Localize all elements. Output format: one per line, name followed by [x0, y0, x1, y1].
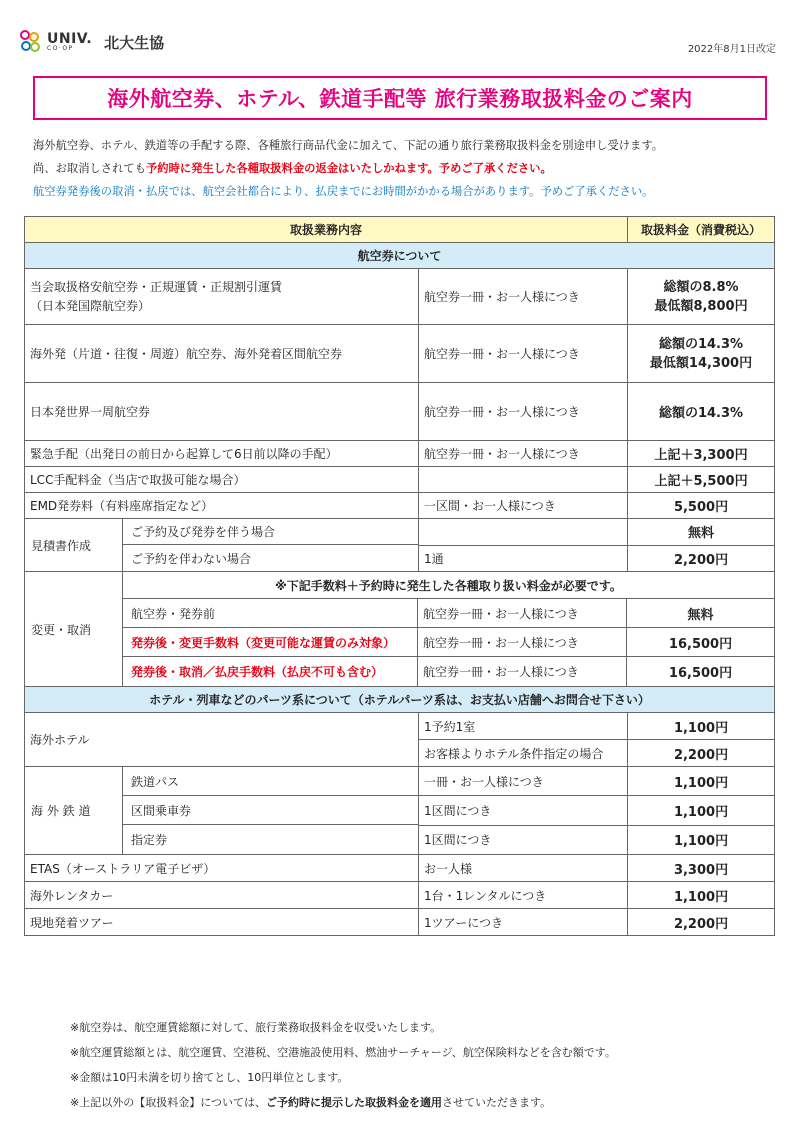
row-fee: 上記＋3,300円	[628, 441, 775, 467]
fee-table	[24, 216, 775, 936]
table-row	[25, 269, 775, 325]
section-hotel: ホテル・列車などのパーツ系について（ホテルパーツ系は、お支払い店舗へお問合せ下さい）	[25, 687, 775, 713]
logo-coop-text: CO·OP	[47, 45, 74, 52]
estimate-group	[25, 519, 419, 572]
row-unit: 1ツアーにつき	[419, 909, 628, 936]
section-air: 航空券について	[25, 243, 775, 269]
intro-line-1: 海外航空券、ホテル、鉄道等の手配する際、各種旅行商品代金に加えて、下記の通り旅行業務取扱料金を別途申し受けます。	[33, 139, 664, 152]
row-fee: 3,300円	[628, 855, 775, 882]
intro-text	[33, 134, 773, 203]
table-row	[25, 767, 775, 796]
coop-logo-icon	[20, 30, 42, 54]
row-unit: 一冊・お一人様につき	[419, 767, 628, 796]
rail-row-name: 鉄道パス	[123, 767, 418, 796]
change-row-fee: 16,500円	[668, 636, 733, 652]
change-row-unit: 航空券一冊・お一人様につき	[418, 657, 627, 686]
row-fee: 上記＋5,500円	[628, 467, 775, 493]
footer-note-1: ※航空券は、航空運賃総額に対して、旅行業務取扱料金を収受いたします。	[70, 1021, 442, 1034]
row-name: 現地発着ツアー	[25, 909, 419, 936]
row-fee: 1,100円	[628, 796, 775, 825]
page-title: 海外航空券、ホテル、鉄道手配等 旅行業務取扱料金のご案内	[107, 87, 693, 111]
change-label: 変更・取消	[25, 572, 123, 686]
section-hotel-row	[25, 687, 775, 713]
row-unit: 1予約1室	[419, 713, 628, 740]
change-row-name: 発券後・取消／払戻手数料（払戻不可も含む）	[123, 657, 418, 686]
estimate-row-name: ご予約及び発券を伴う場合	[123, 519, 418, 545]
table-row	[25, 909, 775, 936]
estimate-row-name: ご予約を伴わない場合	[131, 551, 252, 566]
row-name: LCC手配料金（当店で取扱可能な場合）	[25, 467, 419, 493]
table-header-row	[25, 217, 775, 243]
footer-notes	[70, 1015, 616, 1115]
row-fee: 1,100円	[628, 882, 775, 909]
row-fee: 総額の8.8% 最低額8,800円	[628, 269, 775, 325]
footer-note-2: ※航空運賃総額とは、航空運賃、空港税、空港施設使用料、燃油サーチャージ、航空保険料などを含む額です。	[70, 1046, 616, 1059]
table-row	[25, 855, 775, 882]
row-unit: 1台・1レンタルにつき	[419, 882, 628, 909]
row-unit: 1区間につき	[419, 825, 628, 854]
table-row	[25, 383, 775, 441]
row-unit: 航空券一冊・お一人様につき	[419, 269, 628, 325]
table-row	[25, 325, 775, 383]
table-row	[25, 713, 775, 740]
hotel-label: 海外ホテル	[25, 713, 419, 767]
change-row-fee: 16,500円	[668, 666, 733, 681]
row-fee: 総額の14.3%	[628, 383, 775, 441]
row-unit: お客様よりホテル条件指定の場合	[419, 740, 628, 767]
rail-label: 海 外 鉄 道	[25, 767, 123, 854]
rail-group	[25, 767, 419, 855]
table-row	[25, 882, 775, 909]
change-row-fee: 無料	[687, 607, 714, 623]
row-fee: 1,100円	[628, 825, 775, 854]
row-name: 海外発（片道・往復・周遊）航空券、海外発着区間航空券	[25, 325, 419, 383]
row-fee: 1,100円	[628, 767, 775, 796]
estimate-label: 見積書作成	[25, 519, 123, 571]
table-row	[25, 493, 775, 519]
table-row	[25, 467, 775, 493]
footer-note-4-bold: ご予約時に提示した取扱料金を適用	[266, 1096, 442, 1109]
coop-logo	[20, 30, 164, 54]
row-name: 当会取扱格安航空券・正規運賃・正規割引運賃 （日本発国際航空券）	[25, 269, 419, 325]
change-row-unit: 航空券一冊・お一人様につき	[418, 628, 627, 656]
table-row	[25, 572, 775, 687]
row-fee: 無料	[628, 519, 775, 546]
page-header	[20, 30, 780, 60]
row-fee: 2,200円	[628, 740, 775, 767]
section-air-row	[25, 243, 775, 269]
change-row-name: 発券後・変更手数料（変更可能な運賃のみ対象）	[123, 628, 418, 656]
row-unit	[419, 467, 628, 493]
header-content: 取扱業務内容	[25, 217, 628, 243]
row-fee: 総額の14.3% 最低額14,300円	[628, 325, 775, 383]
row-name: 緊急手配（出発日の前日から起算して6日前以降の手配）	[25, 441, 419, 467]
row-unit: 一区間・お一人様につき	[419, 493, 628, 519]
row-unit: 1区間につき	[419, 796, 628, 825]
header-fee: 取扱料金（消費税込）	[628, 217, 775, 243]
row-unit: 1通	[419, 545, 628, 572]
row-fee: 2,200円	[628, 545, 775, 572]
intro-line-2	[33, 157, 773, 180]
row-name: ETAS（オーストラリア電子ビザ）	[25, 855, 419, 882]
row-unit: お一人様	[419, 855, 628, 882]
footer-note-3: ※金額は10円未満を切り捨てとし、10円単位とします。	[70, 1071, 349, 1084]
row-name: 海外レンタカー	[25, 882, 419, 909]
title-box	[33, 76, 767, 120]
row-fee: 5,500円	[628, 493, 775, 519]
row-name: 日本発世界一周航空券	[25, 383, 419, 441]
row-unit: 航空券一冊・お一人様につき	[419, 325, 628, 383]
logo-univ-text: UNIV.	[47, 31, 93, 47]
row-unit	[419, 519, 628, 546]
table-row	[25, 519, 775, 546]
change-row-unit: 航空券一冊・お一人様につき	[418, 599, 627, 627]
footer-note-4: ※上記以外の【取扱料金】については、ご予約時に提示した取扱料金を適用させていただきます。	[70, 1096, 552, 1109]
intro-line-2b: 予約時に発生した各種取扱料金の返金はいたしかねます。予めご了承ください。	[145, 162, 552, 175]
row-fee: 2,200円	[628, 909, 775, 936]
org-name: 北大生協	[104, 33, 165, 52]
row-fee: 1,100円	[628, 713, 775, 740]
rail-row-name: 区間乗車券	[123, 796, 418, 825]
intro-line-3: 航空券発券後の取消・払戻では、航空会社都合により、払戻までにお時間がかかる場合があります。予めご了承ください。	[33, 185, 654, 198]
rail-row-name: 指定券	[131, 833, 168, 847]
row-unit: 航空券一冊・お一人様につき	[419, 383, 628, 441]
intro-line-2a: 尚、お取消しされても	[33, 162, 146, 175]
revised-date: 2022年8月1日改定	[687, 44, 776, 55]
row-name: EMD発券料（有料座席指定など）	[25, 493, 419, 519]
row-unit: 航空券一冊・お一人様につき	[419, 441, 628, 467]
change-group	[25, 572, 775, 687]
change-note: ※下記手数料＋予約時に発生した各種取り扱い料金が必要です。	[123, 572, 774, 599]
change-row-name: 航空券・発券前	[123, 599, 418, 627]
table-row	[25, 441, 775, 467]
